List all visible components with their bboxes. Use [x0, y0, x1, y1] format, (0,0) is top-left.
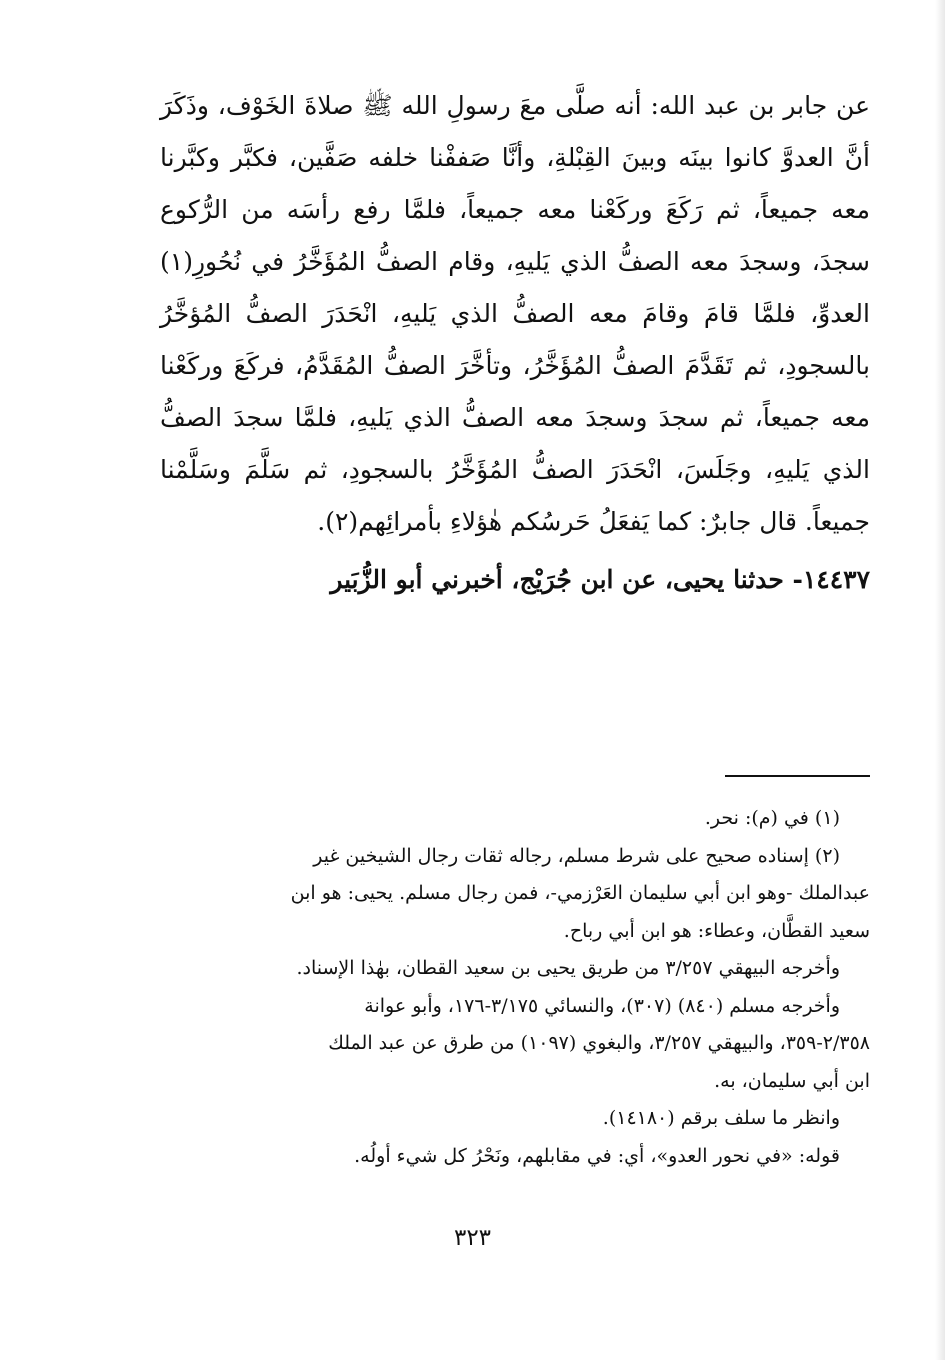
footnote-separator: [725, 775, 870, 777]
hadith-body-paragraph: عن جابر بن عبد الله: أنه صلَّى معَ رسولِ الله ﷺ صلاةَ الخَوْف، وذَكَرَ أنَّ العدوَّ كانوا بينَه وبينَ القِبْلةِ، وأنَّا صَففْنا خلفه صَفَّين، فكبَّر وكبَّرنا معه جميعاً، ثم رَكَعَ وركَعْنا معه جميعاً، فلمَّا رفع رأسَه من الرُّكوع سجدَ، وسجدَ معه الصفُّ الذي يَليهِ، وقام الصفُّ المُؤَخَّرُ في نُحُورِ(١) العدوِّ، فلمَّا قامَ وقامَ معه الصفُّ الذي يَليهِ، انْحَدَرَ الصفُّ المُؤخَّرُ بالسجودِ، ثم تَقَدَّمَ الصفُّ المُؤَخَّرُ، وتأخَّرَ الصفُّ المُقَدَّمُ، فركَعَ وركَعْنا معه جميعاً، ثم سجدَ وسجدَ معه الصفُّ الذي يَليهِ، فلمَّا سجدَ الصفُّ الذي يَليهِ، وجَلَسَ، انْحَدَرَ الصفُّ المُؤَخَّرُ بالسجودِ، ثم سَلَّمَ وسَلَّمْنا جميعاً. قال جابرٌ: كما يَفعَلُ حَرسُكم هٰؤلاءِ بأمرائِهم(٢).: [160, 91, 870, 536]
footnote-4-line-2: ٢/٣٥٨-٣٥٩، والبيهقي ٣/٢٥٧، والبغوي (١٠٩٧) من طرق عن عبد الملك: [328, 1032, 870, 1054]
footnote-2-line-1: (٢) إسناده صحيح على شرط مسلم، رجاله ثقات رجال الشيخين غير: [313, 844, 840, 867]
footnote-5: وانظر ما سلف برقم (١٤١٨٠).: [602, 1107, 840, 1129]
page-edge-shadow: [935, 0, 945, 1360]
footnotes-block: [160, 800, 870, 1175]
main-text-block: [160, 80, 870, 606]
footnote-1: (١) في (م): نحر.: [704, 807, 840, 829]
footnote-4-line-3: ابن أبي سليمان، به.: [714, 1069, 870, 1092]
footnote-6: قوله: «في نحور العدو»، أي: في مقابلهم، ونَحْرُ كل شيء أولُه.: [354, 1144, 840, 1167]
footnote-2-line-2: عبدالملك -وهو ابن أبي سليمان العَرْزمي-، فمن رجال مسلم. يحيى: هو ابن: [290, 882, 870, 904]
page-number: ٣٢٣: [453, 1225, 492, 1251]
footnote-3: وأخرجه البيهقي ٣/٢٥٧ من طريق يحيى بن سعيد القطان، بهٰذا الإسناد.: [296, 957, 840, 979]
footnote-4-line-1: وأخرجه مسلم (٨٤٠) (٣٠٧)، والنسائي ٣/١٧٥-١٧٦، وأبو عوانة: [364, 994, 840, 1017]
footnote-2-line-3: سعيد القطَّان، وعطاء: هو ابن أبي رباح.: [563, 919, 870, 942]
hadith-number-line: ١٤٤٣٧- حدثنا يحيى، عن ابن جُرَيْج، أخبرني أبو الزُّبَير: [330, 565, 870, 594]
